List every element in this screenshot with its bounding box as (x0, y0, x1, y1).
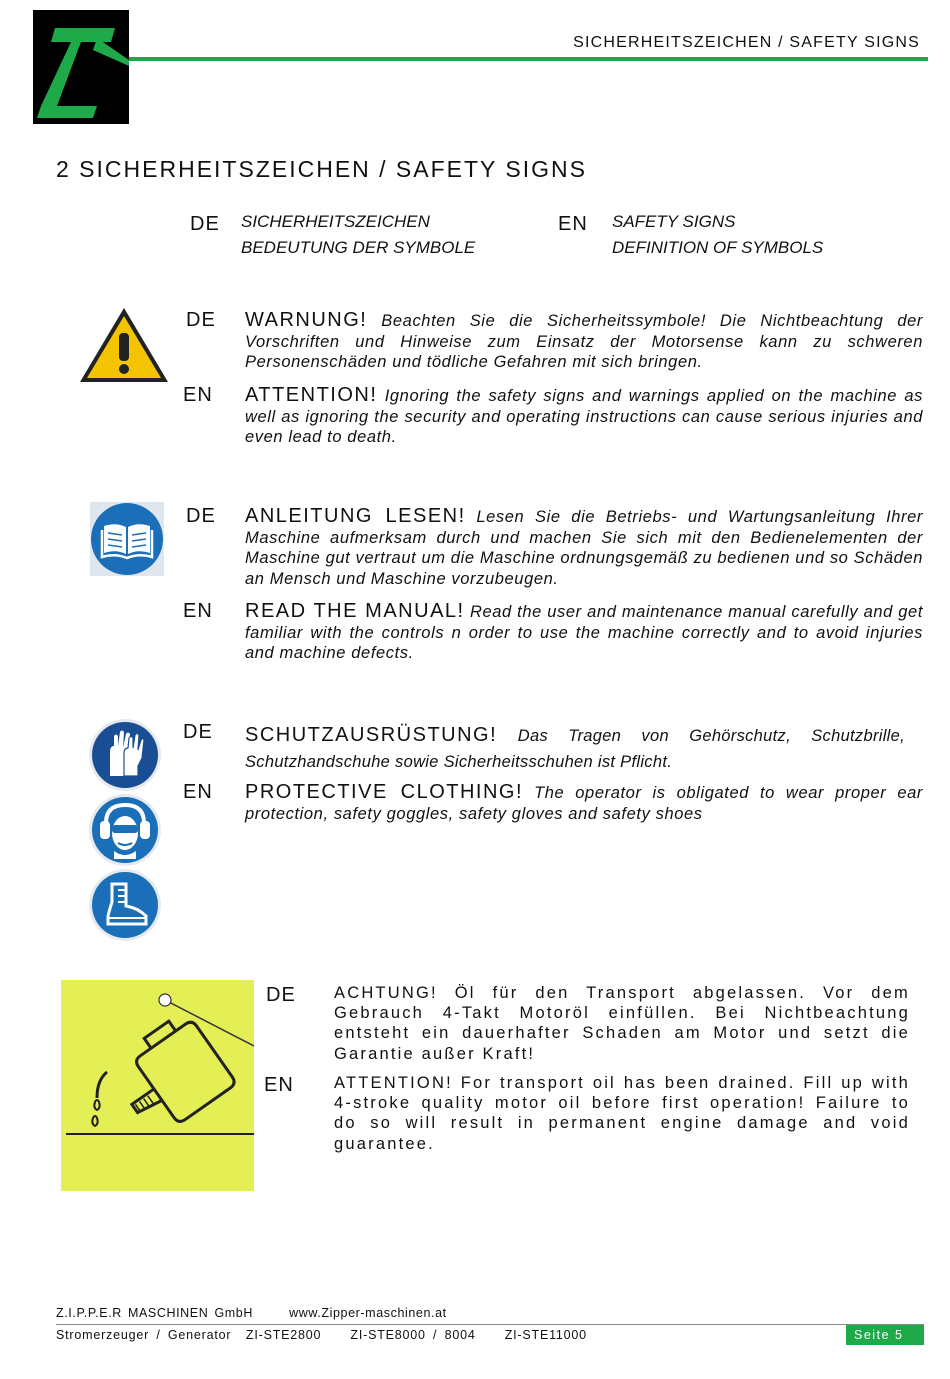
section-title: 2 SICHERHEITSZEICHEN / SAFETY SIGNS (56, 156, 587, 182)
sign1-en-body: Ignoring the safety signs and warnings applied on the machine as well as ignoring the security and operating instructions can cause serious injuries and even lead to death. (245, 387, 923, 446)
footer-company-line (56, 1306, 447, 1320)
subhead-en-tag: EN (558, 213, 588, 235)
page-number-badge: Seite 5 (846, 1325, 924, 1345)
header-title: SICHERHEITSZEICHEN / SAFETY SIGNS (573, 34, 920, 51)
oil-can-icon (61, 980, 254, 1196)
sign2-de-body: Lesen Sie die Betriebs- und Wartungsanleitung Ihrer Maschine aufmerksam durch und machen Sie sich mit den Bedienelementen der Maschine gut vertraut um die Maschine ordnungsgemäß zu bedienen und so Schäden an Mensch und Maschine vorzubeugen. (245, 508, 923, 588)
sign3-en-body: The operator is obligated to wear proper ear protection, safety goggles, safety gloves and safety shoes (245, 784, 924, 823)
sign2-en-text (245, 601, 923, 664)
sign1-de-body: Beachten Sie die Sicherheitssymbole! Die Nichtbeachtung der Vorschriften und Hinweise zum Einsatz der Motorsense kann zu schweren Personenschäden und tödliche Gefahren mit sich bringen. (245, 312, 923, 371)
read-manual-icon (90, 502, 164, 581)
sign3-en-text (245, 782, 923, 824)
warning-triangle-icon (77, 305, 171, 390)
sign1-en-lead: ATTENTION! (245, 384, 378, 406)
sign3-en-tag: EN (183, 781, 213, 803)
subhead-en-line2: DEFINITION OF SYMBOLS (612, 238, 824, 257)
ear-eye-protection-icon (88, 793, 162, 872)
subhead-de-line2: BEDEUTUNG DER SYMBOLE (241, 238, 476, 257)
subhead-en-line1: SAFETY SIGNS (612, 212, 736, 231)
sign3-de-lead: SCHUTZAUSRÜSTUNG! (245, 724, 498, 746)
footer-product: Stromerzeuger / Generator ZI-STE2800 ZI-STE8000 / 8004 ZI-STE11000 (56, 1328, 587, 1342)
sign1-en-tag: EN (183, 384, 213, 406)
subhead-de (241, 209, 475, 261)
subhead-de-line1: SICHERHEITSZEICHEN (241, 212, 430, 231)
footer-rule (56, 1324, 924, 1325)
sign4-en-lead: ATTENTION! (334, 1074, 453, 1092)
sign4-en-body: For transport oil has been drained. Fill up with 4-stroke quality motor oil before first operation! Failure to do so will result in permanent engine damage and void guarantee. (334, 1074, 910, 1153)
header-rule (129, 57, 928, 61)
sign1-en-text (245, 385, 923, 448)
sign4-en-text (334, 1073, 910, 1154)
zipper-logo (33, 10, 129, 124)
sign2-de-tag: DE (186, 505, 216, 527)
sign4-de-body: Öl für den Transport abgelassen. Vor dem Gebrauch 4-Takt Motoröl einfüllen. Bei Nichtbeachtung entsteht ein dauerhafter Schaden am Motor und setzt die Garantie außer Kraft! (334, 984, 910, 1063)
sign4-en-tag: EN (264, 1074, 294, 1096)
sign1-de-tag: DE (186, 309, 216, 331)
sign4-de-text (334, 983, 910, 1064)
sign2-de-text (245, 506, 923, 589)
sign2-en-tag: EN (183, 600, 213, 622)
sign2-en-body: Read the user and maintenance manual carefully and get familiar with the controls n order to use the machine correctly and to avoid injuries and machine defects. (245, 603, 923, 662)
sign3-de-body: Das Tragen von Gehörschutz, Schutzbrille, Schutzhandschuhe sowie Sicherheitsschuhen ist Pflicht. (245, 727, 906, 771)
sign2-en-lead: READ THE MANUAL! (245, 600, 465, 622)
sign3-en-lead: PROTECTIVE CLOTHING! (245, 781, 524, 803)
sign3-de-text (245, 722, 905, 775)
sign3-de-tag: DE (183, 721, 213, 743)
gloves-icon (88, 718, 162, 797)
sign4-de-lead: ACHTUNG! (334, 984, 438, 1002)
sign1-de-text (245, 310, 923, 373)
sign4-de-tag: DE (266, 984, 296, 1006)
subhead-de-tag: DE (190, 213, 220, 235)
sign1-de-lead: WARNUNG! (245, 309, 368, 331)
sign2-de-lead: ANLEITUNG LESEN! (245, 505, 466, 527)
safety-shoes-icon (88, 868, 162, 947)
subhead-en (612, 209, 823, 261)
footer-company: Z.I.P.P.E.R MASCHINEN GmbH (56, 1306, 253, 1320)
footer-website[interactable]: www.Zipper-maschinen.at (289, 1306, 447, 1320)
